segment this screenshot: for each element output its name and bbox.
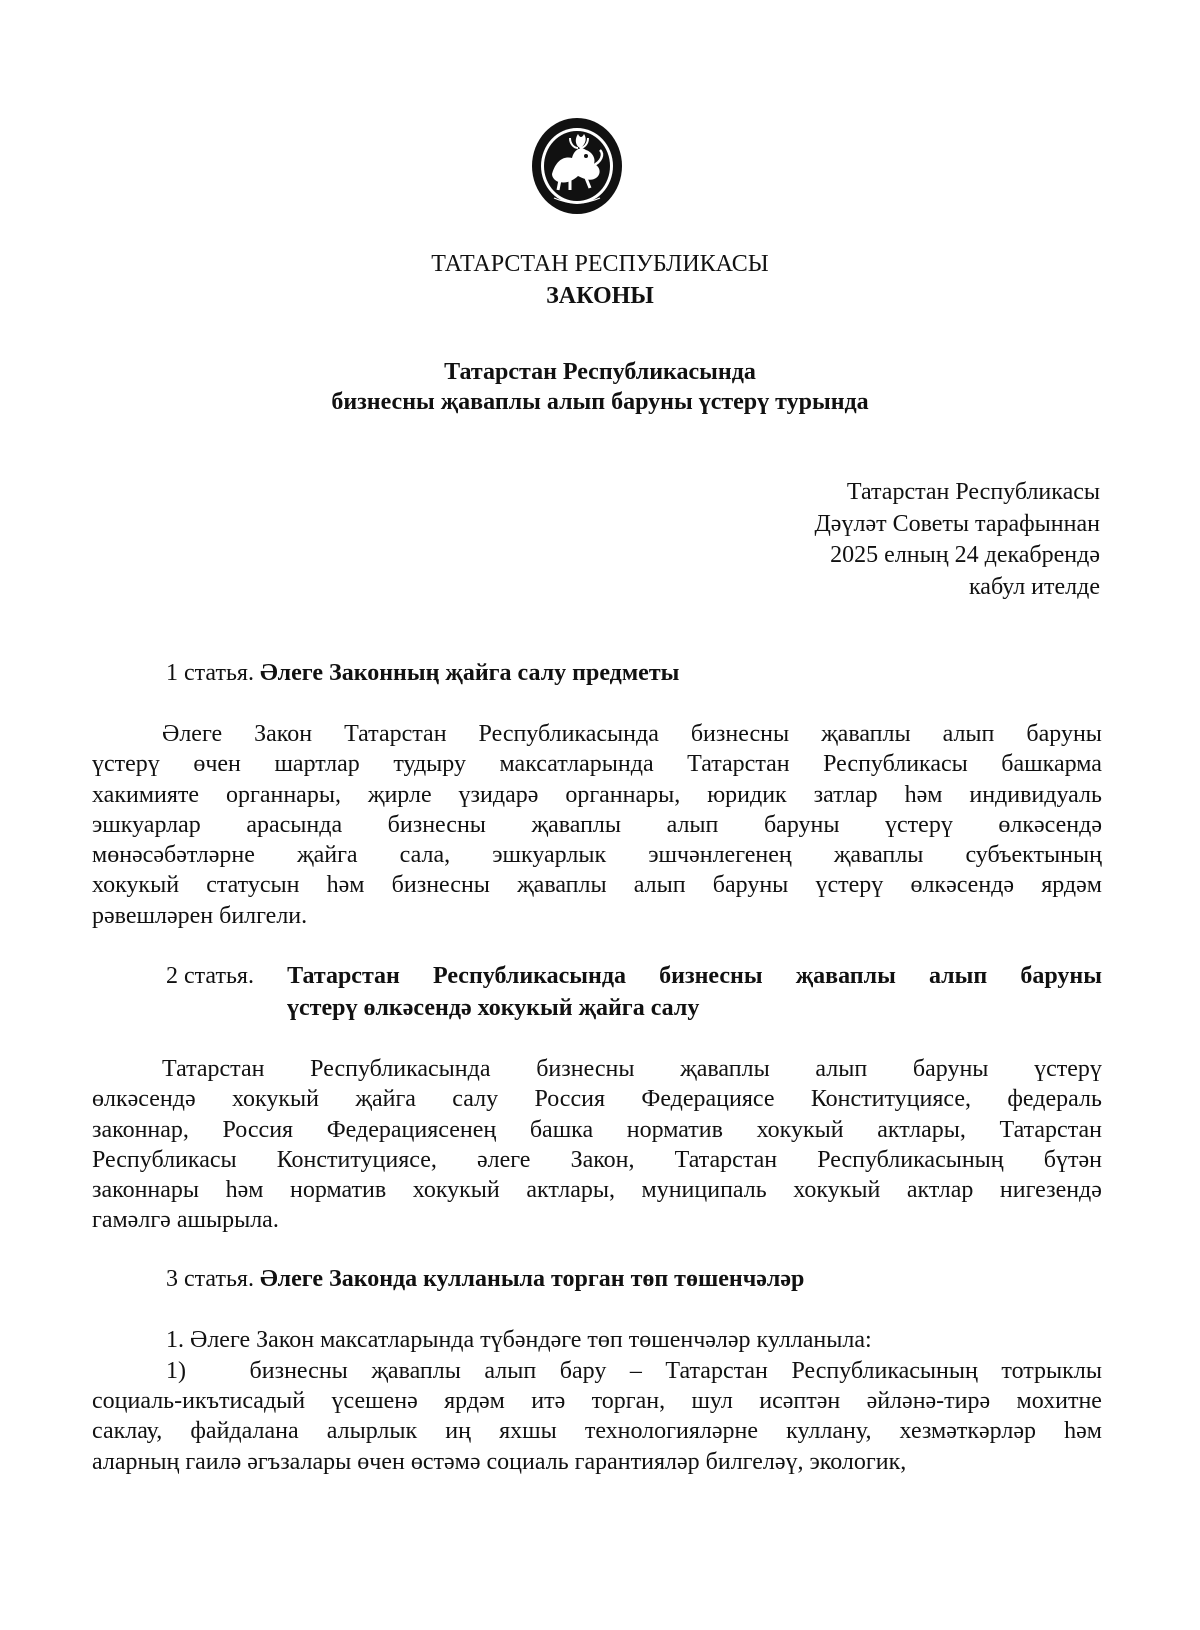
text-line	[92, 1386, 1102, 1416]
word: бару	[559, 1358, 607, 1384]
word: өлкәсендә	[92, 1086, 196, 1113]
word: бүтән	[1043, 1146, 1102, 1173]
text-line	[92, 901, 1102, 931]
word: статусын	[206, 872, 300, 899]
article-label: 1 статья.	[166, 660, 254, 686]
word: –	[629, 1358, 642, 1384]
word: индивидуаль	[969, 781, 1102, 808]
word: тотрыклы	[1001, 1358, 1102, 1384]
word: әйләнә-тирә	[866, 1388, 991, 1414]
word: Татарстан	[665, 1358, 768, 1384]
article-title: Әлеге Законда кулланыла торган төп төшенчәләр	[259, 1266, 805, 1292]
word: үстерү	[1034, 1056, 1102, 1082]
word: затлар	[813, 781, 878, 808]
word: өлкәсендә	[998, 811, 1102, 838]
text-line	[92, 1175, 1102, 1205]
word: әлеге	[476, 1146, 531, 1173]
word: җаваплы	[821, 721, 911, 747]
word: законнары	[92, 1177, 200, 1204]
law-title-line-2: бизнесны җаваплы алып баруны үстерү турында	[331, 389, 869, 415]
word: рәвешләрен	[92, 902, 214, 929]
title-word: җаваплы	[795, 963, 896, 989]
article-3-heading	[166, 1263, 804, 1296]
word: үзидарә	[458, 781, 539, 808]
text-line	[92, 1205, 1102, 1235]
word: Республикасында	[310, 1056, 491, 1082]
word: актлары,	[526, 1177, 615, 1204]
word: норматив	[626, 1116, 723, 1143]
word: башкарма	[1001, 751, 1102, 778]
word: бизнесны	[387, 811, 486, 838]
word: мөнәсәбәтләрне	[92, 842, 255, 869]
word: үсешенә	[331, 1388, 418, 1414]
word: нигезендә	[999, 1177, 1102, 1204]
word: хокукый	[756, 1116, 844, 1143]
article-2-paragraph	[92, 1054, 1102, 1236]
word: гарантияләр	[574, 1448, 700, 1475]
word: үстерү	[885, 811, 953, 838]
article-1-heading	[166, 657, 679, 690]
word: алырлык	[326, 1418, 418, 1445]
word: Россия	[534, 1086, 605, 1113]
word: Федерациясе	[641, 1086, 775, 1113]
word: Конституциясе,	[810, 1086, 971, 1113]
word: һәм	[225, 1177, 264, 1204]
word: әгъзалары	[247, 1448, 352, 1475]
word: норматив	[289, 1177, 387, 1204]
word: өстәмә	[410, 1448, 481, 1475]
word: хокукый	[231, 1086, 319, 1113]
article-3-item-1: 1. Әлеге Закон максатларында түбәндәге төп төшенчәләр кулланыла:	[166, 1327, 872, 1353]
word: бизнесны	[249, 1358, 348, 1384]
title-word: Республикасында	[433, 963, 626, 989]
word: бизнесны	[690, 721, 790, 747]
word: өчен	[357, 1448, 405, 1475]
text-line	[92, 1145, 1102, 1175]
text-line	[92, 1084, 1102, 1114]
word: үстерү	[815, 872, 884, 899]
word: һәм	[326, 872, 365, 899]
adoption-note-line: Дәүләт Советы тарафыннан	[814, 510, 1100, 537]
word: өлкәсендә	[910, 872, 1015, 899]
word: эшкуарлар	[92, 811, 201, 838]
word: җаваплы	[517, 872, 607, 899]
word: һәм	[904, 781, 943, 808]
word: ярдәм	[1041, 872, 1102, 899]
word: Татарстан	[344, 721, 447, 747]
word: арасында	[246, 811, 343, 838]
word: Республикасында	[478, 721, 659, 747]
word: актлар	[906, 1177, 974, 1204]
word: баруны	[712, 872, 789, 899]
word: муниципаль	[641, 1177, 767, 1204]
word: аларның	[92, 1448, 180, 1475]
article-title: Әлеге Законның җайга салу предметы	[259, 660, 680, 686]
word: итә	[531, 1388, 566, 1414]
tatarstan-coat-of-arms-icon	[530, 116, 624, 216]
title-word: баруны	[1020, 963, 1102, 989]
law-title-line-1: Татарстан Республикасында	[444, 359, 756, 385]
word: җайга	[296, 842, 358, 869]
word: алып	[666, 811, 719, 838]
word: федераль	[1007, 1086, 1102, 1113]
word: органнары,	[565, 781, 681, 808]
word: баруны	[912, 1056, 989, 1082]
word: исәптән	[759, 1388, 841, 1414]
word: сала,	[399, 842, 451, 869]
adoption-note-line: кабул ителде	[969, 573, 1100, 600]
article-label: 2 статья.	[166, 963, 254, 989]
word: Республикасының	[817, 1146, 1004, 1173]
word: җирле	[367, 781, 432, 808]
word: эшчәнлегенең	[648, 842, 792, 869]
adoption-note-line: Татарстан Республикасы	[846, 479, 1100, 505]
word: органнары,	[225, 781, 341, 808]
word: яхшы	[499, 1418, 557, 1445]
title-word: бизнесны	[659, 963, 763, 989]
adoption-note	[814, 477, 1100, 603]
word: алып	[633, 872, 686, 899]
word: торган,	[591, 1388, 666, 1414]
word: хокукый	[92, 872, 180, 899]
word: һәм	[1064, 1418, 1102, 1445]
word: салу	[452, 1086, 499, 1113]
word: хакимияте	[92, 781, 200, 808]
word: Конституциясе,	[276, 1146, 437, 1173]
word: Татарстан	[674, 1146, 778, 1173]
text-line	[92, 810, 1102, 840]
word: шартлар	[274, 751, 360, 778]
word: билгели.	[219, 902, 308, 929]
word: җаваплы	[680, 1056, 770, 1082]
word: гамәлгә	[92, 1207, 171, 1234]
word: Татарстан	[999, 1116, 1102, 1143]
word: законнар,	[92, 1116, 189, 1143]
word: хокукый	[793, 1177, 881, 1204]
text-line	[92, 719, 1102, 749]
word: юридик	[707, 781, 787, 808]
adoption-note-line: 2025 елның 24 декабрендә	[830, 542, 1100, 568]
republic-name: ТАТАРСТАН РЕСПУБЛИКАСЫ	[431, 251, 769, 277]
word: иң	[445, 1418, 471, 1445]
word: Республикасы	[823, 751, 968, 778]
text-line	[92, 1115, 1102, 1145]
word: алып	[484, 1358, 537, 1384]
document-type: ЗАКОНЫ	[546, 283, 654, 309]
word: гаилә	[185, 1448, 242, 1475]
word: баруны	[763, 811, 840, 838]
word: социаль	[486, 1448, 569, 1475]
word: Әлеге	[162, 721, 223, 747]
word: мохитне	[1016, 1388, 1102, 1414]
text-line	[92, 780, 1102, 810]
word: Закон	[254, 721, 313, 747]
word: экологик,	[809, 1448, 907, 1475]
article-2-title-line-2: үстерү өлкәсендә хокукый җайга салу	[287, 995, 700, 1021]
word: Закон,	[570, 1146, 635, 1173]
article-3-subitem-1-first-line	[166, 1356, 1102, 1386]
text-line	[92, 840, 1102, 870]
text-line	[92, 1416, 1102, 1446]
article-label: 3 статья.	[166, 1266, 254, 1292]
word: баруны	[1026, 721, 1102, 747]
word: куллану,	[786, 1418, 872, 1445]
article-3-subitem-1-text	[92, 1386, 1102, 1477]
word: технологияләрне	[584, 1418, 759, 1445]
word: саклау,	[92, 1418, 163, 1445]
text-line	[92, 870, 1102, 900]
word: файдалана	[190, 1418, 299, 1445]
word: Республикасының	[791, 1358, 978, 1384]
word: билгеләү,	[705, 1448, 804, 1475]
word: актлары,	[877, 1116, 966, 1143]
word: социаль-икътисадый	[92, 1388, 306, 1414]
word: алып	[942, 721, 995, 747]
word: хокукый	[412, 1177, 500, 1204]
text-line	[92, 749, 1102, 779]
word: ашырыла.	[176, 1207, 279, 1234]
word: Россия	[222, 1116, 294, 1143]
word: Татарстан	[687, 751, 790, 778]
word: хезмәткәрләр	[899, 1418, 1036, 1445]
word: максатларында	[499, 751, 654, 778]
word: җаваплы	[833, 842, 924, 869]
subitem-number: 1)	[166, 1358, 186, 1384]
word: алып	[815, 1056, 868, 1082]
word: эшкуарлык	[492, 842, 607, 869]
word: субъектының	[965, 842, 1102, 869]
word: җаваплы	[371, 1358, 461, 1384]
text-line	[92, 1447, 1102, 1477]
title-word: Татарстан	[287, 963, 400, 989]
word: бизнесны	[391, 872, 490, 899]
word: бизнесны	[536, 1056, 635, 1082]
word: шул	[691, 1388, 733, 1414]
article-2-heading	[166, 960, 1102, 990]
word: тудыру	[393, 751, 466, 778]
word: үстерү	[92, 751, 160, 778]
title-word: алып	[928, 963, 988, 989]
word: җаваплы	[531, 811, 622, 838]
word: Федерациясенең	[326, 1116, 497, 1143]
text-line	[92, 1054, 1102, 1084]
word: башка	[529, 1116, 594, 1143]
article-1-paragraph	[92, 719, 1102, 931]
word: Республикасы	[92, 1146, 237, 1173]
word: җайга	[355, 1086, 416, 1113]
word: ярдәм	[444, 1388, 505, 1414]
word: Татарстан	[162, 1056, 265, 1082]
word: өчен	[193, 751, 241, 778]
